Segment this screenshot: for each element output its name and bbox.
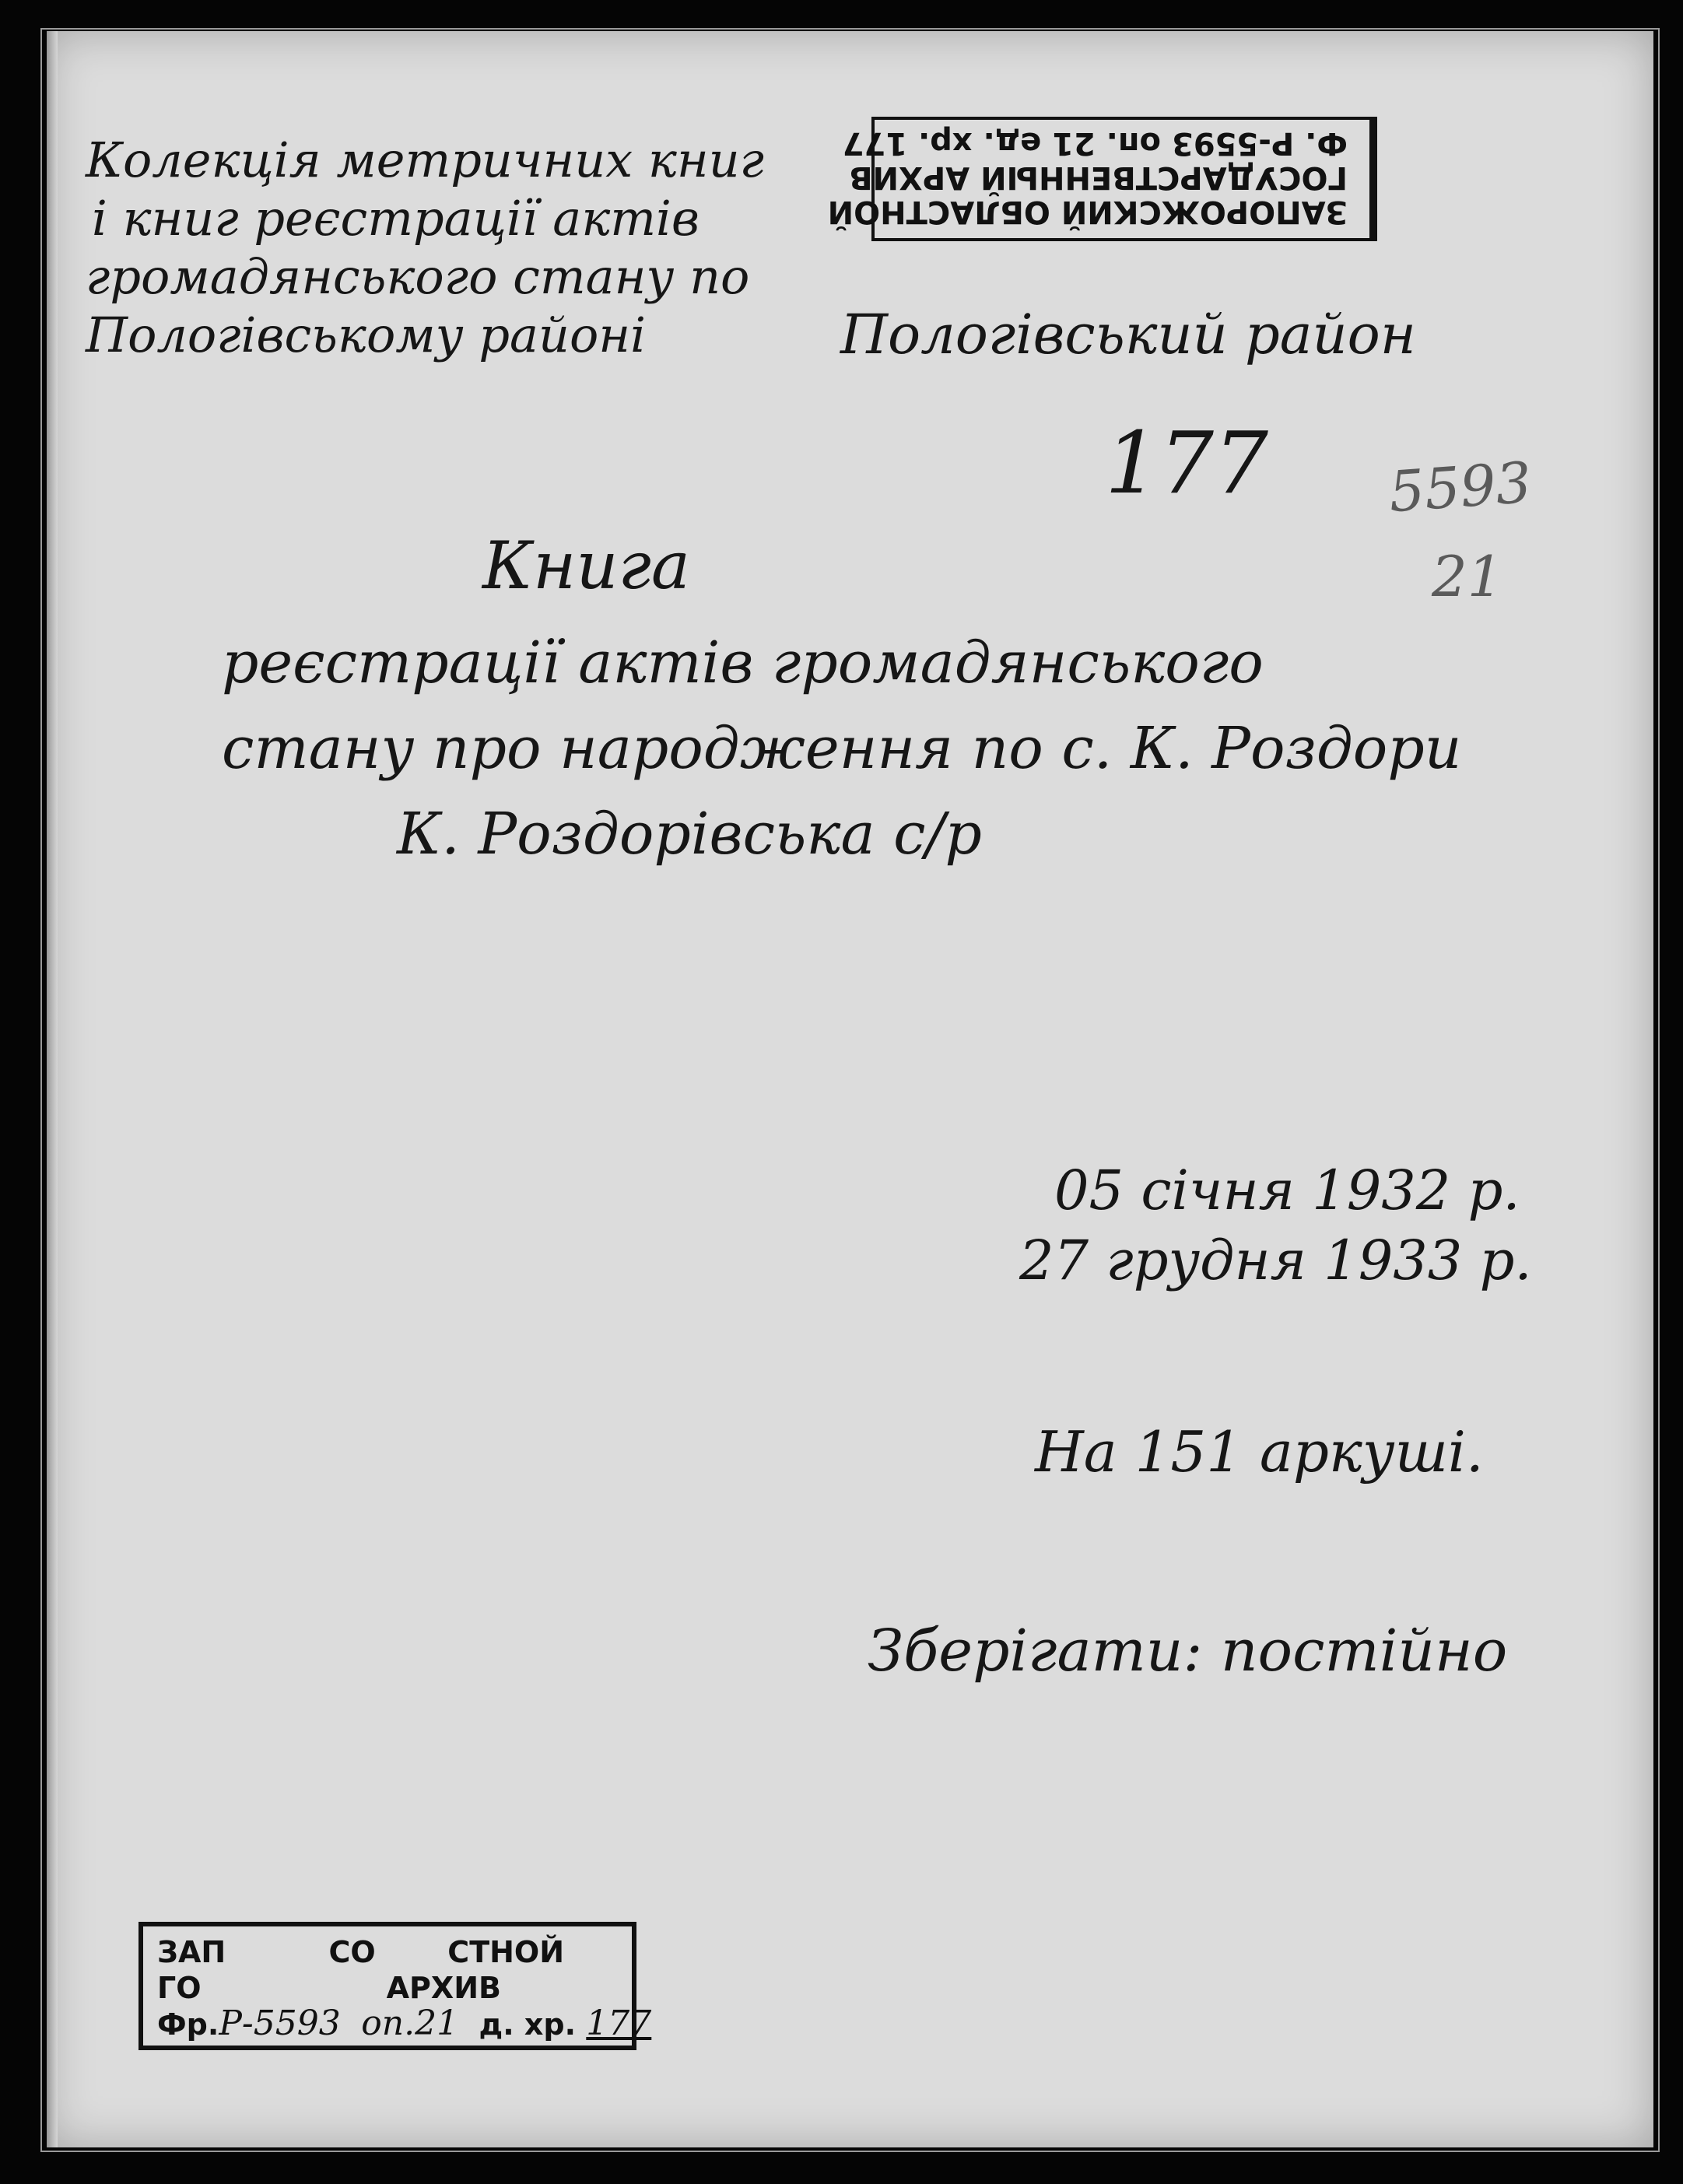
stamp-fond-value: Р-5593 <box>219 2003 341 2043</box>
stamp-top-line-1: ЗАПОРОЖСКИЙ ОБЛАСТНОЙ <box>827 194 1348 230</box>
stamp-top-line-2: ГОСУДАРСТВЕННЫЙ АРХИВ <box>849 160 1348 195</box>
stamp-fond-prefix: Фр. <box>157 2007 219 2042</box>
archive-stamp-top <box>827 117 1377 241</box>
stamp-bottom-line-2: ГО АРХИВ <box>157 1971 501 2005</box>
sheet-count: На 151 аркуші. <box>1035 1419 1484 1485</box>
stamp-opis-value: 21 <box>415 2003 459 2043</box>
margin-note-fond: 5593 <box>1387 449 1534 525</box>
binding-fold <box>47 31 58 2147</box>
title-line-1: реєстрації актів громадянського <box>222 629 1264 696</box>
stamp-opis-prefix: оп. <box>361 2003 415 2043</box>
file-number: 177 <box>1105 413 1268 513</box>
title-line-2: стану про народження по с. К. Роздори <box>222 715 1462 782</box>
collection-note-line-3: громадянського стану по <box>86 248 750 305</box>
stamp-bottom-line-1: ЗАП СО СТНОЙ <box>157 1935 565 1969</box>
retention-note: Зберігати: постійно <box>868 1618 1508 1684</box>
date-end: 27 грудня 1933 р. <box>1019 1229 1532 1292</box>
collection-note-line-1: Колекція метричних книг <box>86 131 764 188</box>
collection-note-line-4: Пологівському районі <box>86 307 646 363</box>
stamp-item-value: 177 <box>586 2003 652 2043</box>
title-line-3: К. Роздорівська с/р <box>397 801 982 868</box>
stamp-bottom-line-3 <box>157 2003 652 2043</box>
title-heading: Книга <box>482 528 690 604</box>
margin-note-opis: 21 <box>1432 544 1503 609</box>
stamp-top-line-3: Ф. Р-5593 оп. 21 ед. хр. 177 <box>842 125 1348 161</box>
collection-note-line-2: і книг реєстрації актів <box>92 190 699 247</box>
district-heading: Пологівський район <box>840 303 1416 366</box>
stamp-item-prefix: д. хр. <box>479 2007 577 2042</box>
date-start: 05 січня 1932 р. <box>1054 1159 1520 1222</box>
archive-stamp-bottom <box>138 1922 652 2050</box>
